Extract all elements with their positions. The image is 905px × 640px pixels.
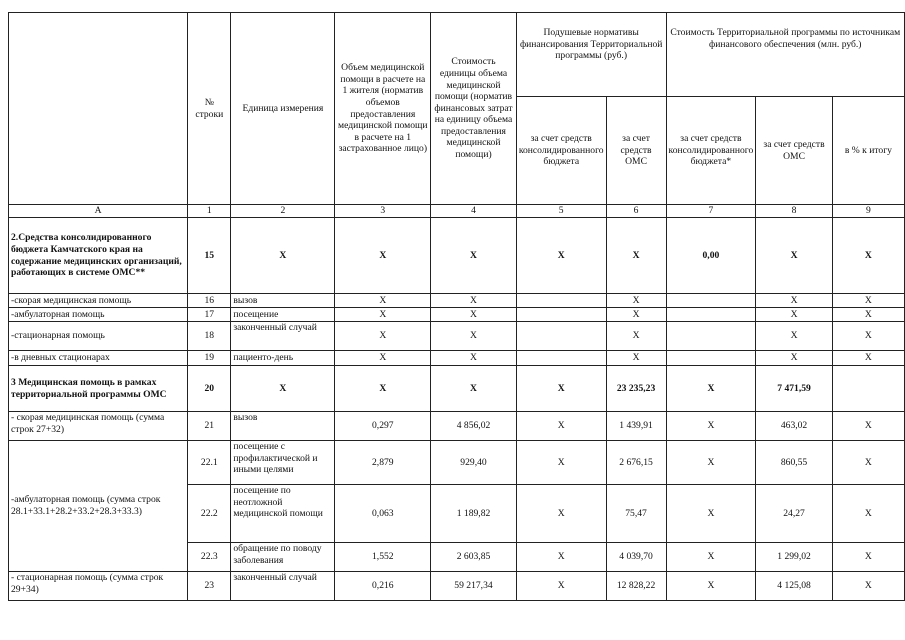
row-number: 19: [188, 351, 231, 366]
row-col9: X: [832, 218, 904, 294]
row-name: -скорая медицинская помощь: [9, 294, 188, 308]
row-cost: X: [431, 218, 517, 294]
header-oms: за счет средств ОМС: [606, 97, 666, 205]
col-num: 6: [606, 205, 666, 218]
col-num: 4: [431, 205, 517, 218]
row-volume: X: [335, 366, 431, 412]
header-row-1: [9, 13, 905, 97]
header-percent: в % к итогу: [832, 97, 904, 205]
header-row-no: № строки: [188, 13, 231, 205]
column-number-row: [9, 205, 905, 218]
row-unit: пациенто-день: [231, 351, 335, 366]
header-budget: за счет средств консолидированного бюджета: [516, 97, 606, 205]
row-volume: 2,879: [335, 441, 431, 485]
row-col7: 0,00: [666, 218, 756, 294]
row-col5: X: [516, 366, 606, 412]
row-col5: X: [516, 543, 606, 572]
row-col7: [666, 351, 756, 366]
row-col6: 4 039,70: [606, 543, 666, 572]
row-number: 22.3: [188, 543, 231, 572]
row-col9: X: [832, 294, 904, 308]
row-cost: X: [431, 366, 517, 412]
row-unit: законченный случай: [231, 322, 335, 351]
territorial-program-table: [8, 12, 905, 601]
col-num: 7: [666, 205, 756, 218]
row-name: -амбулаторная помощь (сумма строк 28.1+33.1+28.2+33.2+28.3+33.3): [9, 441, 188, 572]
row-cost: 929,40: [431, 441, 517, 485]
row-col9: X: [832, 543, 904, 572]
row-col7: X: [666, 412, 756, 441]
table-row: [9, 441, 905, 485]
table-row: [9, 366, 905, 412]
row-name: - стационарная помощь (сумма строк 29+34): [9, 572, 188, 601]
row-col6: 2 676,15: [606, 441, 666, 485]
row-col9: [832, 366, 904, 412]
table-row: [9, 218, 905, 294]
row-col8: 463,02: [756, 412, 833, 441]
row-col7: X: [666, 572, 756, 601]
row-col5: X: [516, 572, 606, 601]
row-col5: [516, 308, 606, 322]
row-cost: 2 603,85: [431, 543, 517, 572]
row-cost: X: [431, 351, 517, 366]
row-col6: 1 439,91: [606, 412, 666, 441]
row-cost: X: [431, 322, 517, 351]
header-budget-star: за счет средств консолидированного бюджета*: [666, 97, 756, 205]
row-unit: обращение по поводу заболевания: [231, 543, 335, 572]
row-name: -амбулаторная помощь: [9, 308, 188, 322]
row-col6: X: [606, 294, 666, 308]
row-unit: законченный случай: [231, 572, 335, 601]
col-num: 5: [516, 205, 606, 218]
row-number: 16: [188, 294, 231, 308]
row-unit: посещение: [231, 308, 335, 322]
col-num: 8: [756, 205, 833, 218]
row-cost: 4 856,02: [431, 412, 517, 441]
row-col6: X: [606, 351, 666, 366]
col-num: 2: [231, 205, 335, 218]
row-col7: [666, 308, 756, 322]
row-col7: X: [666, 366, 756, 412]
row-name: -в дневных стационарах: [9, 351, 188, 366]
col-num: 9: [832, 205, 904, 218]
row-number: 15: [188, 218, 231, 294]
row-col9: X: [832, 322, 904, 351]
row-col7: X: [666, 441, 756, 485]
row-name: - скорая медицинская помощь (сумма строк 27+32): [9, 412, 188, 441]
table-row: [9, 322, 905, 351]
row-col5: [516, 294, 606, 308]
row-volume: X: [335, 218, 431, 294]
row-volume: X: [335, 322, 431, 351]
row-col8: 860,55: [756, 441, 833, 485]
row-number: 20: [188, 366, 231, 412]
table-row: [9, 308, 905, 322]
row-col8: X: [756, 322, 833, 351]
row-name: 3 Медицинская помощь в рамках территориальной программы ОМС: [9, 366, 188, 412]
row-volume: 1,552: [335, 543, 431, 572]
row-col8: X: [756, 351, 833, 366]
row-col9: X: [832, 308, 904, 322]
row-col8: X: [756, 218, 833, 294]
row-col6: 23 235,23: [606, 366, 666, 412]
table-row: [9, 572, 905, 601]
row-col6: X: [606, 322, 666, 351]
row-col5: [516, 351, 606, 366]
header-per-capita-group: Подушевые нормативы финансирования Территориальной программы (руб.): [516, 13, 666, 97]
row-col6: X: [606, 308, 666, 322]
row-col9: X: [832, 351, 904, 366]
row-col9: X: [832, 441, 904, 485]
row-volume: 0,063: [335, 485, 431, 543]
header-name: [9, 13, 188, 205]
row-unit: посещение по неотложной медицинской помощи: [231, 485, 335, 543]
row-col7: [666, 322, 756, 351]
row-cost: X: [431, 294, 517, 308]
header-program-cost-group: Стоимость Территориальной программы по источникам финансового обеспечения (млн. руб.): [666, 13, 904, 97]
row-col5: X: [516, 441, 606, 485]
row-col6: 75,47: [606, 485, 666, 543]
row-cost: 59 217,34: [431, 572, 517, 601]
row-number: 18: [188, 322, 231, 351]
row-col5: [516, 322, 606, 351]
row-number: 21: [188, 412, 231, 441]
row-col5: X: [516, 218, 606, 294]
row-unit: вызов: [231, 412, 335, 441]
row-col7: [666, 294, 756, 308]
row-number: 23: [188, 572, 231, 601]
row-col7: X: [666, 543, 756, 572]
table-row: [9, 351, 905, 366]
row-col8: 24,27: [756, 485, 833, 543]
table-row: [9, 294, 905, 308]
row-col5: X: [516, 485, 606, 543]
row-col8: 1 299,02: [756, 543, 833, 572]
row-col9: X: [832, 485, 904, 543]
row-col9: X: [832, 412, 904, 441]
row-volume: X: [335, 351, 431, 366]
row-unit: X: [231, 218, 335, 294]
row-col8: 4 125,08: [756, 572, 833, 601]
row-unit: вызов: [231, 294, 335, 308]
col-num: 3: [335, 205, 431, 218]
row-unit: X: [231, 366, 335, 412]
row-cost: 1 189,82: [431, 485, 517, 543]
header-cost: Стоимость единицы объема медицинской помощи (норматив финансовых затрат на единицу объема предоставления медицинской помощи): [431, 13, 517, 205]
row-col5: X: [516, 412, 606, 441]
row-name: 2.Средства консолидированного бюджета Камчатского края на содержание медицинских организаций, работающих в системе ОМС**: [9, 218, 188, 294]
row-cost: X: [431, 308, 517, 322]
table-row: [9, 412, 905, 441]
col-num: 1: [188, 205, 231, 218]
row-col6: X: [606, 218, 666, 294]
row-volume: 0,297: [335, 412, 431, 441]
row-number: 22.1: [188, 441, 231, 485]
row-col9: X: [832, 572, 904, 601]
row-number: 22.2: [188, 485, 231, 543]
row-col7: X: [666, 485, 756, 543]
row-unit: посещение с профилактической и иными целями: [231, 441, 335, 485]
header-unit: Единица измерения: [231, 13, 335, 205]
row-volume: X: [335, 308, 431, 322]
row-col8: X: [756, 308, 833, 322]
row-col8: X: [756, 294, 833, 308]
header-volume: Объем медицинской помощи в расчете на 1 жителя (норматив объемов предоставления медицинской помощи в расчете на 1 застрахованное лицо): [335, 13, 431, 205]
row-col6: 12 828,22: [606, 572, 666, 601]
header-oms-2: за счет средств ОМС: [756, 97, 833, 205]
row-volume: 0,216: [335, 572, 431, 601]
row-col8: 7 471,59: [756, 366, 833, 412]
row-number: 17: [188, 308, 231, 322]
row-name: -стационарная помощь: [9, 322, 188, 351]
row-volume: X: [335, 294, 431, 308]
col-num: А: [9, 205, 188, 218]
